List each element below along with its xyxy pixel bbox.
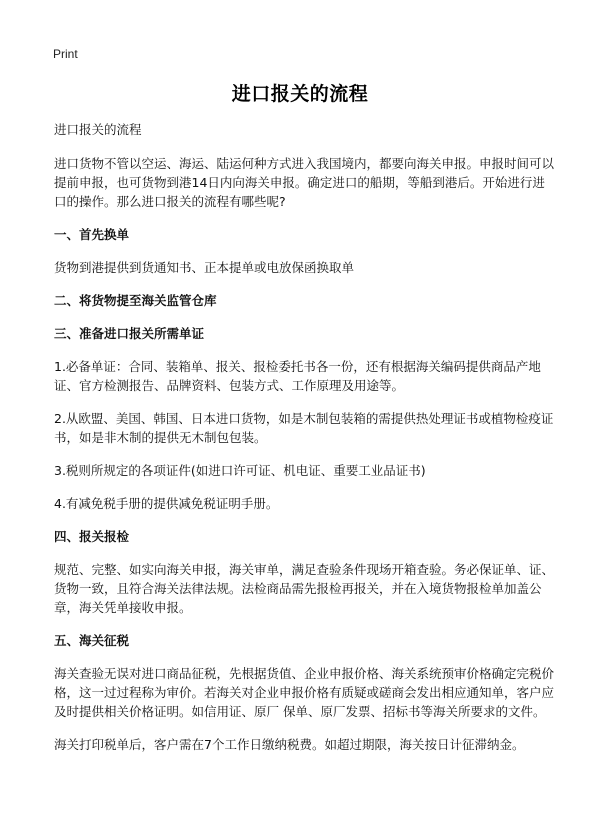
intro-paragraph: 进口货物不管以空运、海运、陆运何种方式进入我国境内，都要向海关申报。申报时间可以提前申报，也可货物到港14日内向海关申报。确定进口的船期，等船到港后。开始进行进口的操作。那么进口报关的流程有哪些呢? — [54, 156, 555, 209]
section-3-paragraph-3: 3.税则所规定的各项证件(如进口许可证、机电证、重要工业品证书) — [54, 463, 426, 478]
section-1-paragraph-1: 货物到港提供到货通知书、正本提单或电放保函换取单 — [54, 260, 355, 275]
section-heading-3: 三、准备进口报关所需单证 — [54, 326, 205, 341]
section-heading-1: 一、首先换单 — [54, 227, 130, 242]
page-title: 进口报关的流程 — [231, 83, 369, 105]
section-5-paragraph-1: 海关查验无误对进口商品征税，先根据货值、企业申报价格、海关系统预审价格确定完税价格，这一过过程称为审价。若海关对企业申报价格有质疑或磋商会发出相应通知单，客户应及时提供相关价格证明。如信用证、原厂 保单、原厂发票、招标书等海关所要求的文件。 — [54, 666, 555, 719]
section-4-paragraph-1: 规范、完整、如实向海关申报，海关审单，满足查验条件现场开箱查验。务必保证单、证、货物一致，且符合海关法律法规。法检商品需先报检再报关，并在入境货物报检单加盖公章，海关凭单接收申报。 — [54, 562, 555, 615]
document-subtitle: 进口报关的流程 — [54, 122, 142, 137]
document-body — [54, 120, 554, 768]
section-3-paragraph-1: 1.必备单证：合同、装箱单、报关、报检委托书各一份，还有根据海关编码提供商品产地证、官方检测报告、品牌资料、包装方式、工作原理及用途等。 — [54, 359, 541, 393]
section-5-paragraph-2: 海关打印税单后，客户需在7个工作日缴纳税费。如超过期限，海关按日计征滞纳金。 — [54, 737, 525, 752]
section-heading-2: 二、将货物提至海关监管仓库 — [54, 293, 217, 308]
section-3-paragraph-2: 2.从欧盟、美国、韩国、日本进口货物，如是木制包装箱的需提供热处理证书或植物检疫证书，如是非木制的提供无木制包包装。 — [54, 411, 554, 445]
section-heading-5: 五、海关征税 — [54, 633, 130, 648]
section-heading-4: 四、报关报检 — [54, 529, 130, 544]
print-link[interactable]: Print — [53, 47, 78, 61]
section-3-paragraph-4: 4.有减免税手册的提供减免税证明手册。 — [54, 496, 279, 511]
